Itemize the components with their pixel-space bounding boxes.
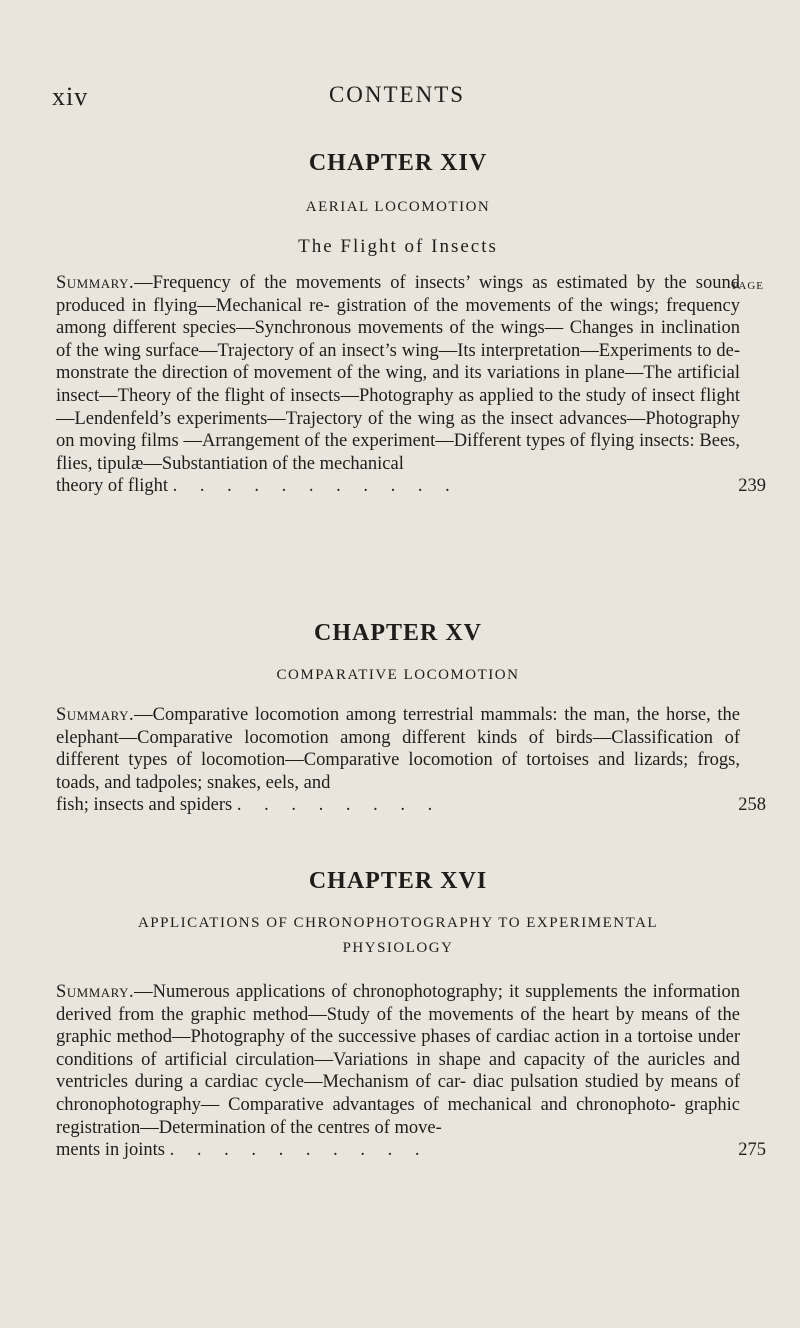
page-reference: 275: [738, 1140, 766, 1161]
chapter-subtitle-continued: PHYSIOLOGY: [342, 940, 454, 956]
page-header: [52, 82, 742, 112]
summary-last-line: [56, 794, 766, 817]
summary-lead: Summary.: [56, 705, 135, 725]
summary-last-line: [56, 475, 766, 498]
chapter-title: CHAPTER XVI: [308, 868, 488, 894]
chapter-summary: [56, 981, 766, 1162]
leader-dots: . . . . . . . .: [236, 795, 442, 816]
summary-lead: Summary.: [56, 273, 135, 293]
summary-lead: Summary.: [56, 982, 135, 1002]
leader-dots: . . . . . . . . . .: [169, 1140, 429, 1161]
chapter-subtitle: APPLICATIONS OF CHRONOPHOTOGRAPHY TO EXPERIMENTAL: [137, 915, 659, 931]
chapter-summary: [56, 704, 766, 817]
chapter-entry: [56, 868, 766, 1162]
chapter-entry: [56, 620, 766, 817]
page-reference: 258: [738, 795, 766, 816]
page-reference: 239: [738, 476, 766, 497]
section-title: The Flight of Insects: [298, 236, 498, 257]
summary-last-line: [56, 1139, 766, 1162]
summary-last-text: theory of flight: [56, 476, 169, 497]
running-head: CONTENTS: [328, 82, 466, 107]
page-column-label: PAGE: [732, 280, 764, 292]
chapter-subtitle: COMPARATIVE LOCOMOTION: [276, 667, 520, 683]
summary-text: —Numerous applications of chronophotography; it supplements the information derived from the graphic method—Study of the movements of the heart by means of the graphic method—Photography of the successive phases of cardiac action in a tortoise under conditions of artificial circulation—Variations in shape and capacity of the auricles and ventricles during a cardiac cycle—Mechanism of car- diac pulsation studied by means of chronophotography— Comparative advantages of mechanical and chronophoto- graphic registration—Determination of the centres of move-: [56, 982, 740, 1138]
chapter-title: CHAPTER XIV: [308, 150, 488, 176]
summary-text: —Frequency of the movements of insects’ wings as estimated by the sound produced in flying—Mechanical re- gistration of the movements of the wings; frequency among different species—Synchronous movements of the wings— Changes in inclination of the wing surface—Trajectory of an insect’s wing—Its interpretation—Experiments to de- monstrate the direction of movement of the wing, and its variations in plane—The artificial insect—Theory of the flight of insects—Photography as applied to the study of insect flight—Lendenfeld’s experiments—Trajectory of the wing as the insect advances—Photography on moving films —Arrangement of the experiment—Different types of flying insects: Bees, flies, tipulæ—Substantiation of the mechanical: [56, 273, 740, 474]
chapter-subtitle: AERIAL LOCOMOTION: [305, 199, 491, 215]
leader-dots: . . . . . . . . . . .: [172, 476, 459, 497]
summary-last-text: fish; insects and spiders: [56, 795, 233, 816]
page-number: xiv: [52, 82, 89, 111]
summary-text: —Comparative locomotion among terrestrial mammals: the man, the horse, the elephant—Comparative locomotion among different kinds of birds—Classification of different types of locomotion—Comparative locomotion of tortoises and lizards; frogs, toads, and tadpoles; snakes, eels, and: [56, 705, 740, 793]
chapter-title: CHAPTER XV: [313, 620, 482, 646]
chapter-entry: [56, 150, 766, 498]
summary-last-text: ments in joints: [56, 1140, 165, 1161]
